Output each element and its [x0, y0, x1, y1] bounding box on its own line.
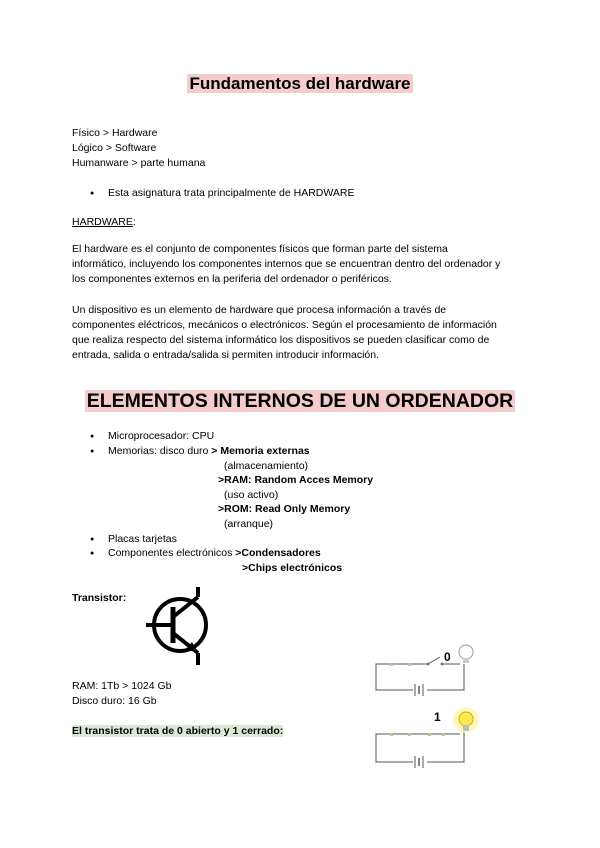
chips-line: >Chips electrónicos [242, 562, 343, 574]
item-componentes: ● Componentes electrónicos >Condensadores [108, 546, 321, 561]
transistor-label: Transistor: [72, 592, 127, 604]
intro-line-humanware: Humanware > parte humana [72, 157, 206, 169]
para2-line: componentes eléctricos, mecánicos o electrónicos. Según el procesamiento de información [72, 319, 497, 331]
circuit-closed-diagram [368, 706, 482, 772]
para1-line: informático, incluyendo los componentes internos que se encuentran dentro del ordenador y [72, 258, 501, 270]
section-title: ELEMENTOS INTERNOS DE UN ORDENADOR [86, 390, 514, 412]
circuit-closed-label: 1 [434, 710, 441, 724]
mem-ext-note: (almacenamiento) [224, 460, 309, 472]
circuit-open-label: 0 [444, 650, 451, 664]
para1-line: El hardware es el conjunto de componentes físicos que forman parte del sistema [72, 243, 448, 255]
ram-size: RAM: 1Tb > 1024 Gb [72, 680, 172, 692]
para2-line: Un dispositivo es un elemento de hardware que procesa información a través de [72, 304, 447, 316]
intro-line-fisico: Físico > Hardware [72, 127, 158, 139]
hardware-heading: HARDWARE: [72, 216, 136, 228]
rom-note: (arranque) [224, 518, 274, 530]
circuit-open-diagram [368, 640, 478, 700]
intro-line-logico: Lógico > Software [72, 142, 157, 154]
rom-line: >ROM: Read Only Memory [218, 503, 351, 515]
transistor-note: El transistor trata de 0 abierto y 1 cerrado: [72, 725, 284, 737]
page-title: Fundamentos del hardware [189, 74, 411, 93]
para2-line: entrada, salida o entrada/salida si permiten introducir información. [72, 349, 379, 361]
intro-bullet: ● Esta asignatura trata principalmente de HARDWARE [108, 186, 354, 201]
para1-line: los componentes externos en la periferia del ordenador o periféricos. [72, 273, 392, 285]
lightbulb-off-icon [459, 645, 473, 663]
item-memorias: ● Memorias: disco duro > Memoria externas [108, 444, 310, 459]
disk-size: Disco duro: 16 Gb [72, 695, 157, 707]
transistor-symbol-icon [140, 587, 220, 667]
item-cpu: ● Microprocesador: CPU [108, 429, 214, 444]
ram-note: (uso activo) [224, 489, 279, 501]
para2-line: que realiza respecto del sistema informático los dispositivos se pueden clasificar como de [72, 334, 490, 346]
ram-line: >RAM: Random Acces Memory [218, 474, 374, 486]
lightbulb-on-icon [453, 707, 479, 733]
item-placas: ● Placas tarjetas [108, 532, 177, 547]
